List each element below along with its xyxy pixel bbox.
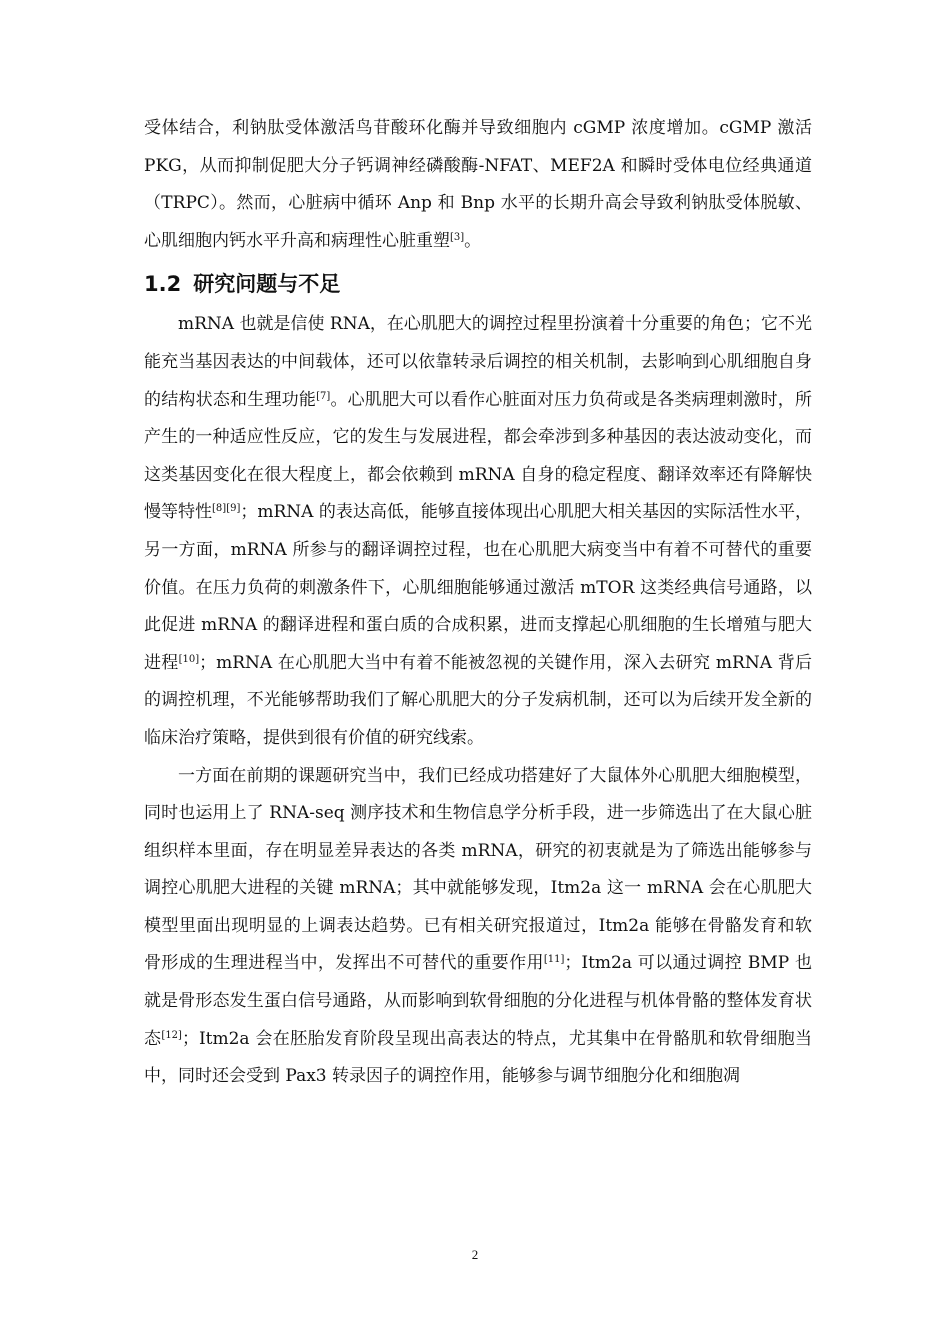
- citation-marker: [11]: [543, 954, 565, 966]
- paragraph-intro: [144, 110, 812, 260]
- page-body: [144, 110, 812, 1096]
- paragraph-text: ；mRNA 的表达高低，能够直接体现出心肌肥大相关基因的实际活性水平，另一方面，mRNA 所参与的翻译调控过程，也在心肌肥大病变当中有着不可替代的重要价值。在压力负荷的刺激条件下，心肌细胞能够通过激活 mTOR 这类经典信号通路，以此促进 mRNA 的翻译进程和蛋白质的合成积累，进而支撑起心肌细胞的生长增殖与肥大进程: [144, 502, 813, 673]
- section-title: 研究问题与不足: [193, 272, 341, 297]
- citation-marker: [3]: [450, 231, 465, 243]
- paragraph-text: 一方面在前期的课题研究当中，我们已经成功搭建好了大鼠体外心肌肥大细胞模型，同时也运用上了 RNA-seq 测序技术和生物信息学分析手段，进一步筛选出了在大鼠心脏组织样本里面，存在明显差异表达的各类 mRNA，研究的初衷就是为了筛选出能够参与调控心肌肥大进程的关键 mRNA；其中就能够发现，Itm2a 这一 mRNA 会在心肌肥大模型里面出现明显的上调表达趋势。已有相关研究报道过，Itm2a 能够在骨骼发育和软骨形成的生理进程当中，发挥出不可替代的重要作用: [144, 765, 812, 974]
- paragraph-text: 。: [464, 230, 482, 251]
- paragraph-text: 受体结合，利钠肽受体激活鸟苷酸环化酶并导致细胞内 cGMP 浓度增加。cGMP 激活 PKG，从而抑制促肥大分子钙调神经磷酸酶-NFAT、MEF2A 和瞬时受体电位经典通道（TRPC）。然而，心脏病中循环 Anp 和 Bnp 水平的长期升高会导致利钠肽受体脱敏、心肌细胞内钙水平升高和病理性心脏重塑: [144, 118, 812, 251]
- paragraph-text: ；Itm2a 可以通过调控 BMP 也就是骨形态发生蛋白信号通路，从而影响到软骨细胞的分化进程与机体骨骼的整体发育状态: [144, 953, 813, 1049]
- paragraph-text: mRNA 也就是信使 RNA，在心肌肥大的调控过程里扮演着十分重要的角色；它不光能充当基因表达的中间载体，还可以依靠转录后调控的相关机制，去影响到心肌细胞自身的结构状态和生理功能: [144, 314, 812, 410]
- citation-marker: [10]: [178, 653, 200, 665]
- paragraph-text: 。心肌肥大可以看作心脏面对压力负荷或是各类病理刺激时，所产生的一种适应性反应，它的发生与发展进程，都会牵涉到多种基因的表达波动变化，而这类基因变化在很大程度上，都会依赖到 mRNA 自身的稳定程度、翻译效率还有降解快慢等特性: [144, 389, 813, 523]
- citation-marker: [7]: [316, 390, 331, 402]
- section-heading: [144, 264, 812, 304]
- citation-marker: [8][9]: [212, 503, 241, 515]
- paragraph-text: ；Itm2a 会在胚胎发育阶段呈现出高表达的特点，尤其集中在骨骼肌和软骨细胞当中，同时还会受到 Pax3 转录因子的调控作用，能够参与调节细胞分化和细胞凋: [144, 1028, 813, 1087]
- page-number: 2: [471, 1247, 479, 1262]
- paragraph-text: ；mRNA 在心肌肥大当中有着不能被忽视的关键作用，深入去研究 mRNA 背后的调控机理，不光能够帮助我们了解心肌肥大的分子发病机制，还可以为后续开发全新的临床治疗策略，提供到很有价值的研究线索。: [144, 652, 813, 748]
- paragraph-itm2a: [144, 758, 812, 1096]
- citation-marker: [12]: [161, 1029, 182, 1041]
- paragraph-mrna-role: [144, 306, 812, 757]
- section-number: 1.2: [144, 272, 182, 297]
